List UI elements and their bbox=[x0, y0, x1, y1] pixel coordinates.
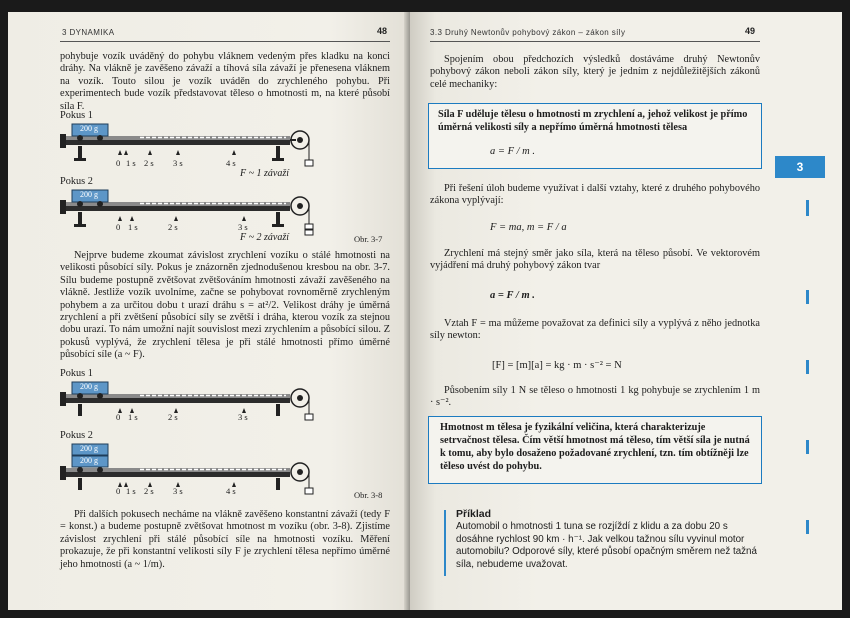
fig38-caption: Obr. 3-8 bbox=[354, 490, 383, 500]
example-accent-bar bbox=[444, 510, 446, 576]
relations-formula: F = ma, m = F / a bbox=[490, 222, 567, 233]
fig38-b-t0: 0 bbox=[116, 486, 121, 496]
edge-mark-1 bbox=[806, 200, 809, 216]
edge-mark-4 bbox=[806, 440, 809, 454]
fig37-cart2-mass: 200 g bbox=[80, 190, 98, 199]
fig38-pokus2-label: Pokus 2 bbox=[60, 430, 93, 441]
fig38-apparatus-2 bbox=[60, 444, 330, 498]
fig37-b-t2: 2 s bbox=[168, 222, 178, 232]
fig38-b-t3: 3 s bbox=[173, 486, 183, 496]
vector-formula: a = F / m . bbox=[490, 290, 535, 301]
edge-mark-3 bbox=[806, 360, 809, 374]
fig38-t2: 2 s bbox=[168, 412, 178, 422]
fig38-t1: 1 s bbox=[128, 412, 138, 422]
fig37-force1-label: F ~ 1 závaží bbox=[240, 168, 290, 179]
left-intro-paragraph: pohybuje vozík uváděný do pohybu vláknem vedeným přes kladku na konci dráhy. Na vlákně je zavěšeno závaží a tíhová síla závaží je přenesena vláknem na vozík. Touto silou je vozík uváděn do zrychleného pohybu. Při experimentech bude vozík představovat těleso o hmotnosti m, na které působí síla F. bbox=[60, 51, 390, 112]
right-intro-paragraph: Spojením obou předchozích výsledků dostáváme druhý Newtonův pohybový zákon neboli zákon síly, který je jedním z nejdůležitějších zákonů celé mechaniky: bbox=[430, 54, 760, 90]
fig37-caption: Obr. 3-7 bbox=[354, 234, 383, 244]
unit-paragraph: Působením síly 1 N se těleso o hmotnosti 1 kg pohybuje se zrychlením 1 m · s⁻². bbox=[430, 385, 760, 409]
fig37-b-t0: 0 bbox=[116, 222, 121, 232]
fig37-apparatus-1 bbox=[60, 124, 330, 180]
right-head-rule bbox=[430, 41, 760, 42]
fig38-pokus1-label: Pokus 1 bbox=[60, 368, 93, 379]
fig38-b-t4: 4 s bbox=[226, 486, 236, 496]
fig37-b-t3: 3 s bbox=[238, 222, 248, 232]
relations-intro: Při řešení úloh budeme využívat i další vztahy, které z druhého pohybového zákona vyplývají: bbox=[430, 183, 760, 207]
fig38-cart2-mass-top: 200 g bbox=[80, 444, 98, 453]
newton-definition: Vztah F = ma můžeme považovat za definici síly a vyplývá z něho jednotka síly newton: bbox=[430, 318, 760, 342]
fig37-t1: 1 s bbox=[126, 158, 136, 168]
example-text: Automobil o hmotnosti 1 tuna se rozjíždí z klidu a za dobu 20 s dosáhne rychlost 90 km · h⁻¹. Jak velkou tažnou sílu vyvinul motor automobilu? Odporové síly, které působí opačným směrem než tažná síla, nebudeme uvažovat. bbox=[456, 521, 757, 570]
fig37-t0: 0 bbox=[116, 158, 121, 168]
left-page-number: 48 bbox=[377, 26, 388, 36]
fig37-pokus1-label: Pokus 1 bbox=[60, 110, 93, 121]
fig37-t4: 4 s bbox=[226, 158, 236, 168]
fig38-apparatus-1 bbox=[60, 382, 330, 426]
fig38-b-t2: 2 s bbox=[144, 486, 154, 496]
fig38-t3: 3 s bbox=[238, 412, 248, 422]
unit-formula: [F] = [m][a] = kg · m · s⁻² = N bbox=[492, 360, 622, 371]
section-running-head: 3.3 Druhý Newtonův pohybový zákon – zákon síly bbox=[430, 28, 626, 37]
fig37-force2-label: F ~ 2 závaží bbox=[240, 232, 290, 243]
fig37-t3: 3 s bbox=[173, 158, 183, 168]
mass-statement: Hmotnost m tělesa je fyzikální veličina, která charakterizuje setrvačnost tělesa. Čím větší hmotnost má těleso, tím větší síla je nutná k tomu, aby bylo dosaženo požadované zrychlení, tzn. tím obtížněji lze těleso uvést do pohybu. bbox=[440, 422, 750, 472]
left-paragraph-2: Nejprve budeme zkoumat závislost zrychlení vozíku o stálé hmotnosti na velikosti působící síly. Pokus je znázorněn zjednodušenou kresbou na obr. 3-7. Sílu budeme postupně zvětšovat zvětšováním hmotnosti závaží zavěšeného na vlákně. Jestliže vozík uvolníme, začne se pohybovat rovnoměrně zrychleným pohybem a za určitou dobu t urazí dráhu s = at²/2. Velikost dráhy je úměrná zrychlení a při zvětšení působící síly se zvětší i dráha, kterou vozík za stejnou dobu urazí. To nám umožní najít souvislost mezi zrychlením a působící silou. Z pokusů vyplývá, že zrychlení tělesa je při stálé hmotnosti přímo úměrné působící síle (a ~ F). bbox=[60, 250, 390, 361]
fig37-cart1-mass: 200 g bbox=[80, 124, 98, 133]
right-page-number: 49 bbox=[745, 26, 756, 36]
fig37-pokus2-label: Pokus 2 bbox=[60, 176, 93, 187]
chapter-running-head: 3 DYNAMIKA bbox=[62, 28, 115, 37]
vector-paragraph: Zrychlení má stejný směr jako síla, která na těleso působí. Ve vektorovém vyjádření má druhý pohybový zákon tvar bbox=[430, 248, 760, 272]
edge-mark-5 bbox=[806, 520, 809, 534]
law-formula: a = F / m . bbox=[490, 146, 535, 157]
fig37-b-t1: 1 s bbox=[128, 222, 138, 232]
left-paragraph-3: Při dalších pokusech necháme na vlákně zavěšeno konstantní závaží (tedy F = konst.) a budeme postupně zvětšovat hmotnost m vozíku (obr. 3-8). Zjistíme závislost zrychlení při stálé působící síle na hmotnosti vozíku. Měření prokazuje, že při konstantní velikosti síly F je zrychlení tělesa nepřímo úměrné jeho hmotnosti (a ~ 1/m). bbox=[60, 509, 390, 570]
fig38-cart1-mass: 200 g bbox=[80, 382, 98, 391]
fig37-apparatus-2 bbox=[60, 190, 330, 246]
chapter-tab: 3 bbox=[775, 156, 825, 178]
left-head-rule bbox=[60, 41, 390, 42]
example-title: Příklad bbox=[456, 508, 492, 520]
fig38-b-t1: 1 s bbox=[126, 486, 136, 496]
fig37-t2: 2 s bbox=[144, 158, 154, 168]
fig38-t0: 0 bbox=[116, 412, 121, 422]
law-statement: Síla F uděluje tělesu o hmotnosti m zrychlení a, jehož velikost je přímo úměrná velikosti síly a nepřímo úměrná hmotnosti tělesa bbox=[438, 109, 748, 133]
fig38-cart2-mass-bottom: 200 g bbox=[80, 456, 98, 465]
edge-mark-2 bbox=[806, 290, 809, 304]
